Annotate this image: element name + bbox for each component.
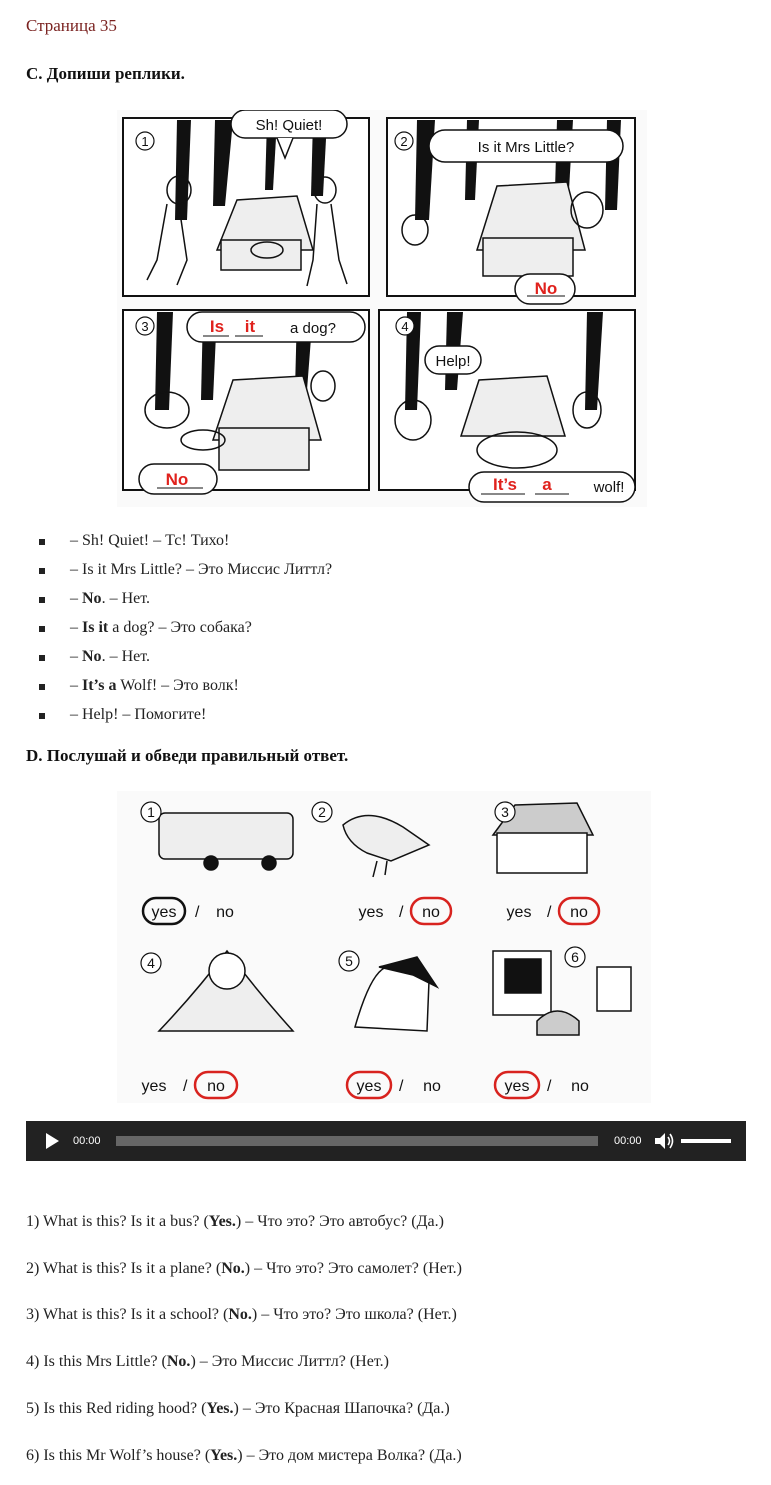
option-yes-3: yes xyxy=(506,904,532,921)
list-item: – Is it Mrs Little? – Это Миссис Литтл? xyxy=(26,557,332,586)
answer-no-panel-2: No xyxy=(534,279,558,298)
comic-illustration xyxy=(117,110,647,507)
option-separator: / xyxy=(547,904,552,921)
bubble-a-dog: a dog? xyxy=(290,320,336,337)
answer-line-4: 4) Is this Mrs Little? (No.) – Это Миссис Литтл? (Нет.) xyxy=(26,1353,389,1370)
answer-line-5: 5) Is this Red riding hood? (Yes.) – Это Красная Шапочка? (Да.) xyxy=(26,1400,450,1417)
replica-list xyxy=(26,528,332,731)
bubble-is-it-mrs-little: Is it Mrs Little? xyxy=(477,139,575,156)
answer-line-1: 1) What is this? Is it a bus? (Yes.) – Что это? Это автобус? (Да.) xyxy=(26,1213,444,1230)
answer-it-panel-3: it xyxy=(244,317,256,336)
option-separator: / xyxy=(183,1078,188,1095)
option-no-3: no xyxy=(570,904,588,921)
option-no-2: no xyxy=(422,904,440,921)
panel-number-4: 4 xyxy=(401,319,409,334)
audio-progress-track[interactable] xyxy=(116,1136,598,1146)
option-yes-2: yes xyxy=(358,904,384,921)
exercise-number-1: 1 xyxy=(147,804,155,820)
list-item: – It’s a Wolf! – Это волк! xyxy=(26,673,332,702)
answer-line-2: 2) What is this? Is it a plane? (No.) – Что это? Это самолет? (Нет.) xyxy=(26,1260,462,1277)
answer-no-panel-3: No xyxy=(165,470,189,489)
panel-number-2: 2 xyxy=(400,134,408,149)
exercise-number-4: 4 xyxy=(147,955,155,971)
bubble-sh-quiet: Sh! Quiet! xyxy=(255,117,323,134)
exercise-number-2: 2 xyxy=(318,804,326,820)
answer-line-3: 3) What is this? Is it a school? (No.) – Что это? Это школа? (Нет.) xyxy=(26,1306,457,1323)
list-item: – No. – Нет. xyxy=(26,586,332,615)
audio-current-time: 00:00 xyxy=(73,1135,101,1147)
list-item: – Is it a dog? – Это собака? xyxy=(26,615,332,644)
answer-line-6: 6) Is this Mr Wolf’s house? (Yes.) – Это дом мистера Волка? (Да.) xyxy=(26,1447,462,1464)
list-item: – Sh! Quiet! – Тс! Тихо! xyxy=(26,528,332,557)
audio-player xyxy=(26,1121,746,1161)
yes-no-exercise xyxy=(117,791,651,1103)
option-separator: / xyxy=(547,1078,552,1095)
exercise-number-3: 3 xyxy=(501,804,509,820)
audio-duration: 00:00 xyxy=(614,1135,642,1147)
answer-a-panel-4: a xyxy=(542,475,552,494)
bubble-wolf: wolf! xyxy=(593,479,625,496)
page-title: Страница 35 xyxy=(26,16,117,35)
panel-number-1: 1 xyxy=(141,134,149,149)
option-separator: / xyxy=(399,1078,404,1095)
volume-icon[interactable] xyxy=(654,1132,674,1150)
bubble-help: Help! xyxy=(435,353,471,370)
option-yes-4: yes xyxy=(141,1078,167,1095)
option-yes-5: yes xyxy=(356,1078,382,1095)
exercise-number-5: 5 xyxy=(345,953,353,969)
option-yes-6: yes xyxy=(504,1078,530,1095)
option-separator: / xyxy=(399,904,404,921)
option-yes-1: yes xyxy=(151,904,177,921)
option-no-5: no xyxy=(423,1078,441,1095)
answer-its-panel-4: It’s xyxy=(493,475,517,494)
section-d-heading: D. Послушай и обведи правильный ответ. xyxy=(26,746,349,765)
option-no-4: no xyxy=(207,1078,225,1095)
volume-slider[interactable] xyxy=(681,1139,731,1143)
section-c-heading: C. Допиши реплики. xyxy=(26,64,185,83)
exercise-number-6: 6 xyxy=(571,949,579,965)
play-icon[interactable] xyxy=(46,1133,59,1149)
option-no-1: no xyxy=(216,904,234,921)
list-item: – Help! – Помогите! xyxy=(26,702,332,731)
option-separator: / xyxy=(195,904,200,921)
answer-is-panel-3: Is xyxy=(209,317,225,336)
panel-number-3: 3 xyxy=(141,319,149,334)
list-item: – No. – Нет. xyxy=(26,644,332,673)
option-no-6: no xyxy=(571,1078,589,1095)
